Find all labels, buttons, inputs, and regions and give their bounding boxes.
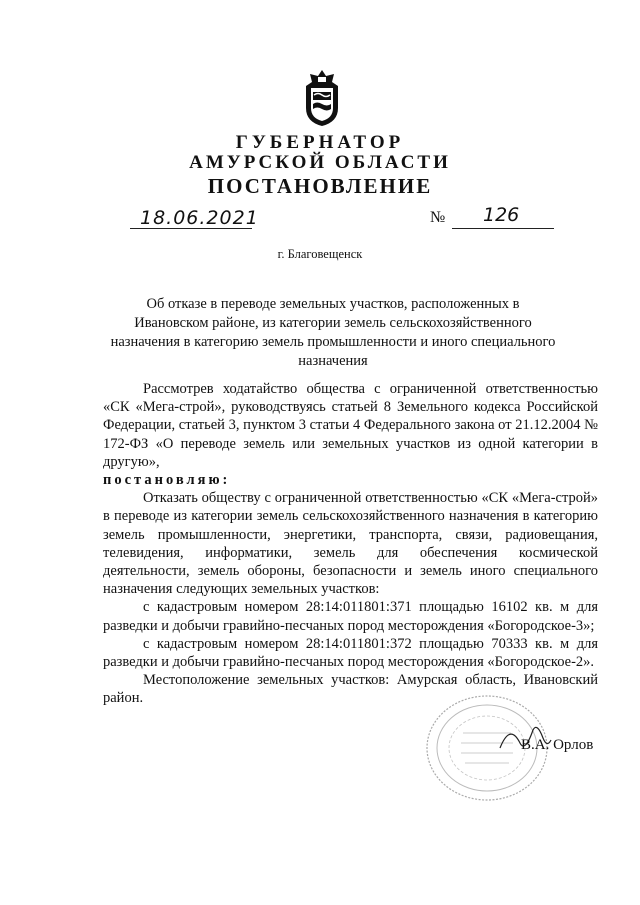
- signatory-name: В.А. Орлов: [521, 737, 594, 753]
- number-sign: №: [430, 209, 446, 226]
- number-underline: [452, 228, 554, 229]
- document-number: 126: [483, 204, 520, 226]
- land-plot-item-2: с кадастровым номером 28:14:011801:372 площадью 70333 кв. м для разведки и добычи гравийно-песчаных пород месторождения «Богородское-2».: [103, 635, 598, 671]
- document-date: 18.06.2021: [140, 207, 259, 229]
- document-subject: Об отказе в переводе земельных участков, расположенных в Ивановском районе, из категории земель сельскохозяйственного назначения в категорию земель промышленности и иного специального назначения: [110, 296, 556, 369]
- location-paragraph: Местоположение земельных участков: Амурская область, Ивановский район.: [103, 672, 598, 707]
- city: г. Благовещенск: [277, 247, 363, 261]
- preamble: Рассмотрев ходатайство общества с ограниченной ответственностью «СК «Мега-строй», руководствуясь статьей 8 Земельного кодекса Российской Федерации, статьей 3, пунктом 3 статьи 4 Федерального закона от 21.12.2004 № 172-ФЗ «О переводе земель или земельных участков из одной категории в другую»,: [103, 381, 598, 470]
- date-underline: [130, 228, 252, 229]
- decree-word: постановляю:: [103, 472, 231, 489]
- org-title-line1: ГУБЕРНАТОР: [235, 132, 405, 153]
- paragraph-refusal: Отказать обществу с ограниченной ответственностью «СК «Мега-строй» в переводе из категории земель сельскохозяйственного назначения в категорию земель промышленности, энергетики, транспорта, связи, радиовещания, телевидения, информатики, земель для обеспечения космической деятельности, земель обороны, безопасности и земель иного специального назначения следующих земельных участков:: [103, 490, 598, 598]
- coat-of-arms-icon: [302, 68, 342, 128]
- document-type: ПОСТАНОВЛЕНИЕ: [207, 174, 433, 198]
- org-title-line2: АМУРСКОЙ ОБЛАСТИ: [189, 152, 451, 173]
- document-body: [103, 380, 598, 708]
- land-plot-item-1: с кадастровым номером 28:14:011801:371 площадью 16102 кв. м для разведки и добычи гравийно-песчаных пород месторождения «Богородское-3»;: [103, 599, 598, 634]
